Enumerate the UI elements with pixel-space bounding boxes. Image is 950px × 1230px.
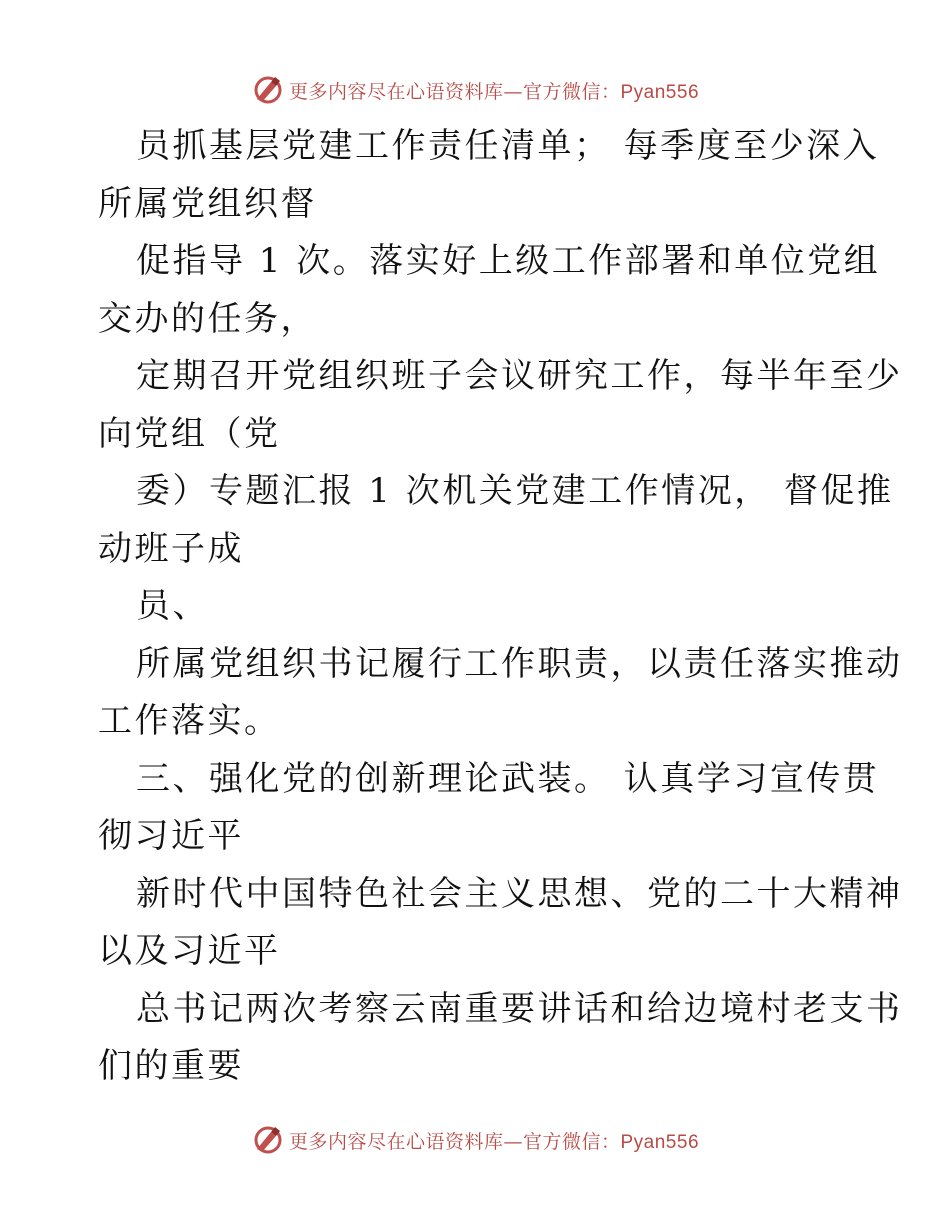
document-body bbox=[98, 118, 903, 1096]
pen-logo-icon bbox=[251, 1123, 285, 1157]
footer-banner-text: 更多内容尽在心语资料库—官方微信：Pyan556 bbox=[288, 1130, 700, 1153]
text-line: 员、 bbox=[136, 586, 209, 626]
header-banner bbox=[0, 70, 950, 110]
footer-banner bbox=[0, 1120, 950, 1160]
text-line: 总书记两次考察云南重要讲话和给边境村老支书 bbox=[136, 988, 903, 1029]
text-line: 三、强化党的创新理论武装。 认真学习宣传贯 bbox=[136, 758, 880, 799]
text-line: 以及习近平 bbox=[98, 931, 281, 971]
text-line: 向党组（党 bbox=[98, 413, 281, 454]
text-line: 所属党组织书记履行工作职责，以责任落实推动 bbox=[136, 643, 903, 684]
header-banner-text: 更多内容尽在心语资料库—官方微信：Pyan556 bbox=[288, 80, 700, 103]
text-line: 工作落实。 bbox=[98, 701, 281, 741]
text-line: 委）专题汇报 1 次机关党建工作情况， 督促推 bbox=[136, 471, 894, 511]
text-line: 交办的任务， bbox=[98, 298, 317, 339]
text-line: 定期召开党组织班子会议研究工作，每半年至少 bbox=[136, 356, 903, 396]
text-line: 员抓基层党建工作责任清单； 每季度至少深入 bbox=[136, 126, 880, 166]
text-line: 们的重要 bbox=[98, 1046, 244, 1086]
text-line: 动班子成 bbox=[98, 528, 244, 569]
pen-logo-icon bbox=[251, 73, 285, 107]
text-line: 彻习近平 bbox=[98, 816, 244, 856]
text-line: 促指导 1 次。落实好上级工作部署和单位党组 bbox=[136, 241, 881, 281]
text-line: 所属党组织督 bbox=[98, 183, 317, 224]
text-line: 新时代中国特色社会主义思想、党的二十大精神 bbox=[136, 873, 903, 914]
